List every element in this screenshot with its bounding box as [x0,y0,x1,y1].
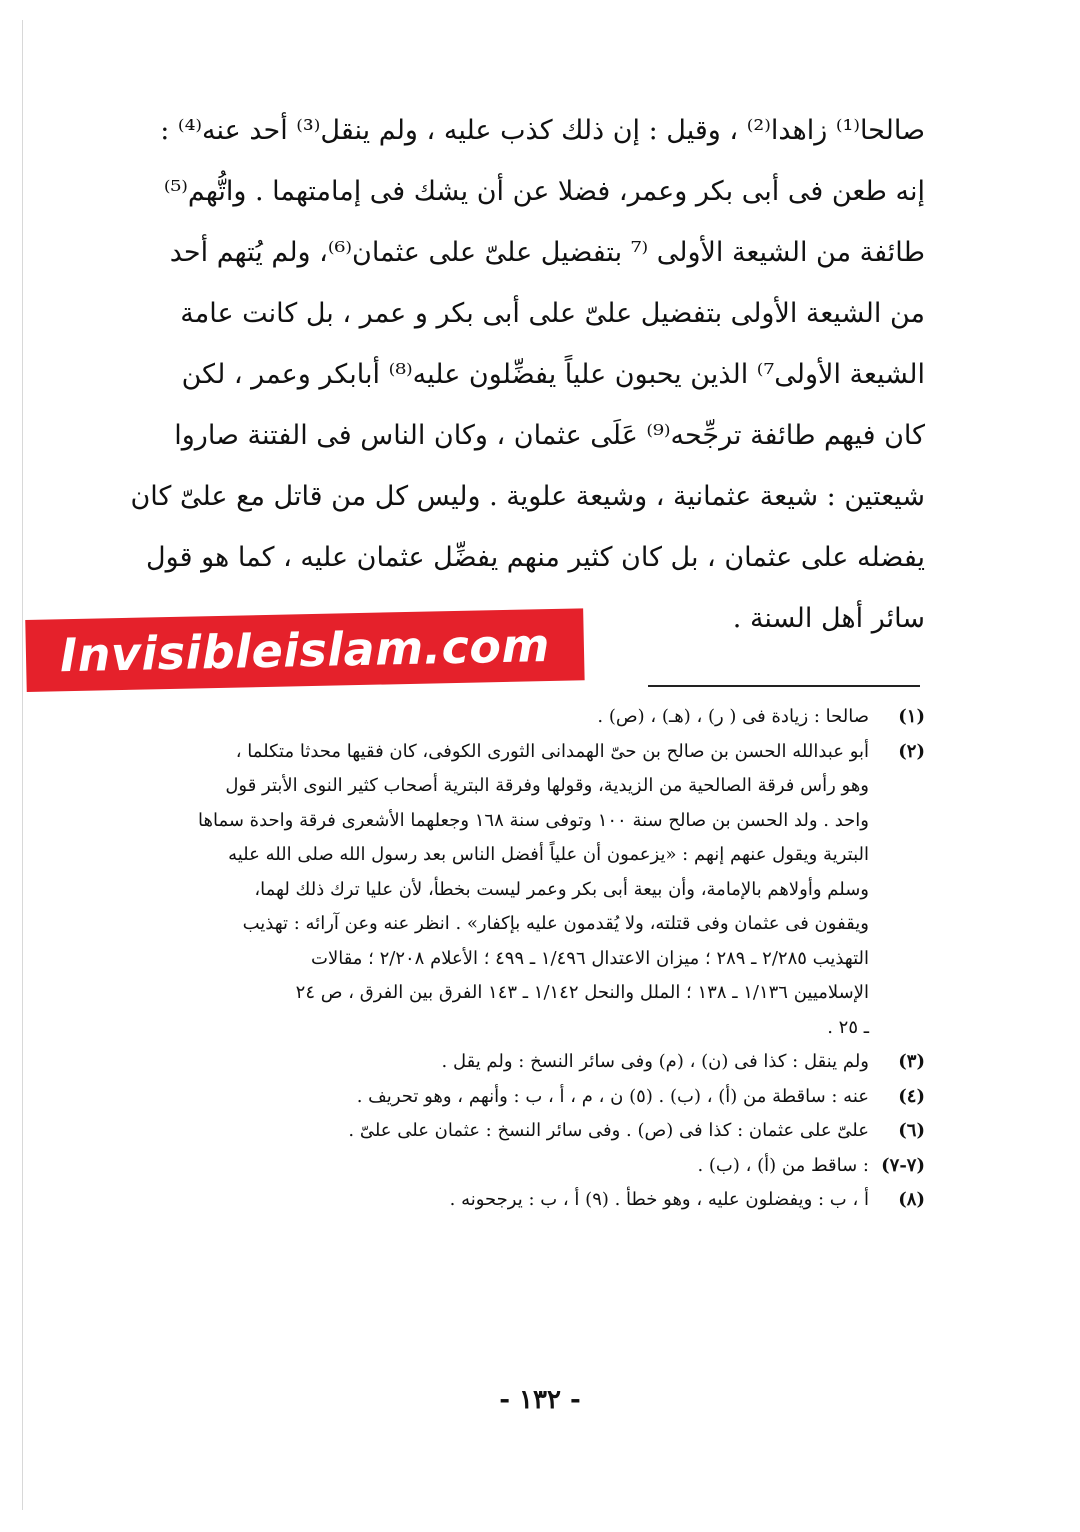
footnote-text: صالحا : زيادة فى ( ر) ، (هـ) ، (ص) . [597,706,869,727]
footnote-text: وسلم وأولاهم بالإمامة، وأن بيعة أبى بكر وعمر ليست بخطأ، لأن عليا ترك ذلك لهما، [254,878,869,900]
footnote-text: ـ ٢٥ . [827,1016,869,1038]
footnote-text: البترية ويقول عنهم إنهم : «يزعمون أن علياً أفضل الناس بعد رسول الله صلى الله عليه [228,844,869,865]
main-text-block [110,100,925,649]
main-text-line: سائر أهل السنة . [732,603,925,634]
main-text-line: من الشيعة الأولى بتفضيل علىّ على أبى بكر و عمر ، بل كانت عامة [180,298,925,329]
footnote-text: الإسلاميين ١/١٣٦ ـ ١٣٨ ؛ الملل والنحل ١/١٤٢ ـ ١٤٣ الفرق بين الفرق ، ص ٢٤ [295,982,869,1003]
main-text-line: الشيعة الأولى⁷⁾ الذين يحبون علياً يفضِّلون عليه⁽⁸⁾ أبابكر وعمر ، لكن [181,359,925,390]
footnote-text: أبو عبدالله الحسن بن صالح بن حىّ الهمدانى الثورى الكوفى، كان فقيها محدثا متكلما ، [235,740,869,762]
footnote-item [110,1114,925,1149]
footnote-separator [648,685,920,687]
footnote-number: (٨) [898,1189,925,1210]
footnote-text: عنه : ساقطة من (أ) ، (ب) . (٥) ن ، م ، أ ، ب : وأنهم ، وهو تحريف . [356,1085,869,1107]
footnote-item [110,1149,925,1184]
main-text-line: صالحا⁽¹⁾ زاهدا⁽²⁾ ، وقيل : إن ذلك كذب عليه ، ولم ينقل⁽³⁾ أحد عنه⁽⁴⁾ : [160,115,925,146]
watermark-banner [25,608,584,692]
footnote-text: ويقفون فى عثمان وفى قتلته، ولا يُقدمون عليه بإكفار» . انظر عنه وعن آرائه : تهذيب [242,913,869,934]
scan-edge-line [22,20,23,1510]
footnote-text: علىّ على عثمان : كذا فى (ص) . وفى سائر النسخ : عثمان على علىّ . [348,1120,869,1141]
footnote-text: أ ، ب : ويفضلون عليه ، وهو خطأ . (٩) أ ، ب : يرجحونه . [449,1189,869,1210]
main-text-line: طائفة من الشيعة الأولى ⁽⁷ بتفضيل علىّ على عثمان⁽⁶⁾، ولم يُتهم أحد [169,237,925,268]
footnote-item [110,700,925,735]
footnote-item [110,735,925,770]
page-number: - ١٣٢ - [499,1385,581,1415]
main-text-line: كان فيهم طائفة ترجِّحه⁽⁹⁾ عَلَى عثمان ، وكان الناس فى الفتنة صاروا [174,420,925,451]
main-text-line: يفضله على عثمان ، بل كان كثير منهم يفضِّل عثمان عليه ، كما هو قول [146,542,925,573]
footnote-text: : ساقط من (أ) ، (ب) . [697,1154,869,1176]
footnote-item [110,1183,925,1218]
footnote-item [110,1045,925,1080]
watermark-text: Invisibleislam.com [59,618,551,683]
footnote-item [110,1080,925,1115]
footnote-number: (٧-٧) [881,1154,925,1176]
footnote-text: التهذيب ٢/٢٨٥ ـ ٢٨٩ ؛ ميزان الاعتدال ١/٤٩٦ ـ ٤٩٩ ؛ الأعلام ٢/٢٠٨ ؛ مقالات [311,947,869,969]
footnote-number: (٤) [898,1085,925,1107]
main-text-line: إنه طعن فى أبى بكر وعمر، فضلا عن أن يشك فى إمامتهما . واتُّهم⁽⁵⁾ [163,176,925,207]
footnotes-block [110,700,925,1218]
footnote-text: ولم ينقل : كذا فى (ن) ، (م) وفى سائر النسخ : ولم يقل . [441,1051,869,1072]
footnote-text: واحد . ولد الحسن بن صالح سنة ١٠٠ وتوفى سنة ١٦٨ وجعلهما الأشعرى فرقة واحدة سماها [198,809,869,831]
main-text-line: شيعتين : شيعة عثمانية ، وشيعة علوية . وليس كل من قاتل مع علىّ كان [130,481,925,512]
footnote-number: (٦) [898,1120,925,1141]
footnote-number: (١) [898,706,925,727]
footnote-number: (٣) [898,1051,925,1072]
footnote-text: وهو رأس فرقة الصالحية من الزيدية، وقولها وفرقة البترية أصحاب كثير النوى الأبتر قول [225,775,869,796]
footnote-number: (٢) [898,740,925,762]
